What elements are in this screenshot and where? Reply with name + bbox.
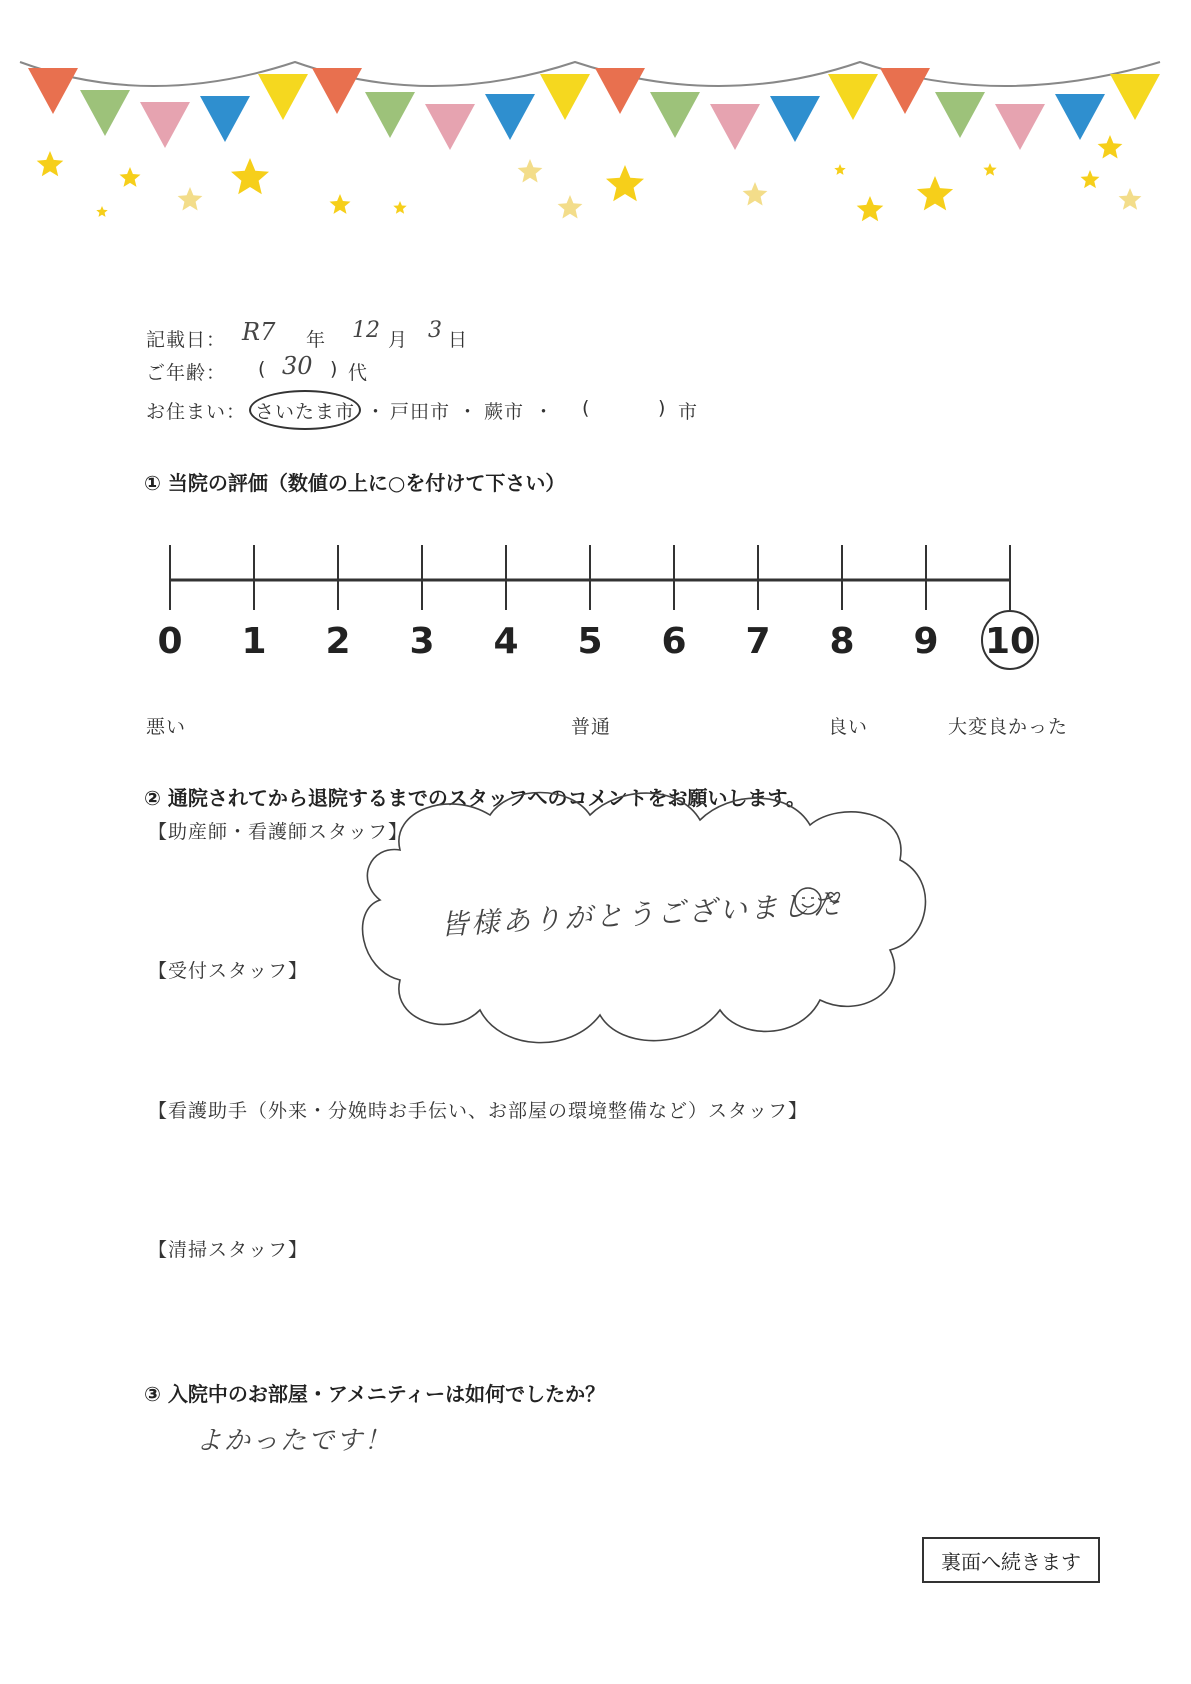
separator: ・ bbox=[458, 401, 479, 423]
month-unit: 月 bbox=[388, 329, 409, 351]
continue-label: 裏面へ続きます bbox=[941, 1549, 1081, 1574]
age-value: 30 bbox=[282, 352, 313, 380]
bunting-flag bbox=[140, 102, 190, 148]
scale-label-1: 1 bbox=[241, 621, 267, 662]
rating-scale bbox=[140, 500, 1060, 670]
selected-city-circle bbox=[249, 390, 361, 430]
handwritten-staff-comment: 皆様ありがとうございました bbox=[439, 887, 844, 942]
star-icon bbox=[1098, 135, 1123, 159]
q1-title: ① 当院の評価（数値の上に○を付けて下さい） bbox=[144, 471, 566, 495]
date-row bbox=[146, 325, 226, 352]
scale-label-5: 5 bbox=[577, 621, 603, 662]
separator: ・ bbox=[366, 401, 387, 423]
bunting-flag bbox=[312, 68, 362, 114]
year-unit: 年 bbox=[306, 329, 327, 351]
bunting-flag bbox=[200, 96, 250, 142]
anchor-very-good: 大変良かった bbox=[948, 716, 1069, 738]
bunting-flag bbox=[28, 68, 78, 114]
star-icon bbox=[96, 206, 107, 217]
age-close-paren: ) bbox=[330, 358, 339, 380]
anchor-average: 普通 bbox=[571, 716, 612, 738]
star-icon bbox=[518, 159, 543, 183]
scale-label-2: 2 bbox=[325, 621, 351, 662]
city-option-warabi: 蕨市 bbox=[484, 401, 525, 423]
handwritten-room-answer: よかったです！ bbox=[196, 1426, 393, 1456]
city-other-suffix: 市 bbox=[678, 401, 699, 423]
scale-label-0: 0 bbox=[157, 621, 183, 662]
bunting-flag bbox=[540, 74, 590, 120]
anchor-bad: 悪い bbox=[146, 716, 187, 738]
scale-label-4: 4 bbox=[493, 621, 519, 662]
month-value: 12 bbox=[352, 318, 380, 343]
star-icon bbox=[558, 195, 583, 219]
scale-label-8: 8 bbox=[829, 621, 855, 662]
star-icon bbox=[917, 176, 953, 210]
city-option-saitama: さいたま市 bbox=[255, 401, 356, 423]
continue-on-back-note bbox=[922, 1537, 1100, 1583]
anchor-good: 良い bbox=[828, 716, 869, 738]
bunting-flag bbox=[595, 68, 645, 114]
star-icon bbox=[983, 163, 996, 176]
bunting-flag bbox=[425, 104, 475, 150]
category-midwife-nurse: 【助産師・看護師スタッフ】 bbox=[148, 821, 409, 843]
bunting-flag bbox=[365, 92, 415, 138]
scale-label-6: 6 bbox=[661, 621, 687, 662]
address-label: お住まい： bbox=[146, 401, 247, 423]
bunting-flag bbox=[1055, 94, 1105, 140]
star-icon bbox=[1081, 170, 1100, 188]
city-other-open-paren: ( bbox=[582, 397, 591, 419]
star-icon bbox=[231, 158, 269, 194]
day-unit: 日 bbox=[448, 329, 469, 351]
category-reception: 【受付スタッフ】 bbox=[148, 960, 309, 982]
star-icon bbox=[1119, 188, 1142, 210]
bunting-flag bbox=[1110, 74, 1160, 120]
star-icon bbox=[834, 164, 845, 175]
age-label: ご年齢： bbox=[146, 362, 227, 384]
date-label: 記載日： bbox=[146, 329, 227, 351]
age-unit: 代 bbox=[348, 362, 369, 384]
category-nursing-assistant: 【看護助手（外来・分娩時お手伝い、お部屋の環境整備など）スタッフ】 bbox=[148, 1100, 809, 1122]
city-option-toda: 戸田市 bbox=[390, 401, 451, 423]
star-icon bbox=[330, 194, 351, 214]
bunting-flag bbox=[880, 68, 930, 114]
star-icon bbox=[606, 165, 644, 201]
star-icon bbox=[743, 182, 768, 206]
scale-label-3: 3 bbox=[409, 621, 435, 662]
bunting-flag bbox=[770, 96, 820, 142]
scale-label-10: 10 bbox=[984, 621, 1036, 662]
bunting-banner-illustration bbox=[0, 50, 1191, 240]
separator: ・ bbox=[534, 401, 555, 423]
day-value: 3 bbox=[428, 318, 442, 343]
q3-title: ③ 入院中のお部屋・アメニティーは如何でしたか？ bbox=[144, 1382, 606, 1406]
bunting-flag bbox=[828, 74, 878, 120]
category-cleaning: 【清掃スタッフ】 bbox=[148, 1239, 309, 1261]
bunting-flag bbox=[80, 90, 130, 136]
bunting-flag bbox=[710, 104, 760, 150]
q2-title: ② 通院されてから退院するまでのスタッフへのコメントをお願いします。 bbox=[144, 786, 806, 810]
star-icon bbox=[120, 167, 141, 187]
star-icon bbox=[857, 196, 884, 221]
bunting-flag bbox=[650, 92, 700, 138]
date-era-value: R7 bbox=[242, 318, 276, 346]
smiley-heart-doodle-icon bbox=[792, 885, 852, 925]
scale-label-9: 9 bbox=[913, 621, 939, 662]
bunting-flag bbox=[935, 92, 985, 138]
city-other-close-paren: ) bbox=[658, 397, 667, 419]
age-open-paren: ( bbox=[258, 358, 267, 380]
bunting-flag bbox=[485, 94, 535, 140]
star-icon bbox=[37, 151, 64, 176]
bunting-flag bbox=[995, 104, 1045, 150]
star-icon bbox=[178, 187, 203, 211]
star-icon bbox=[393, 201, 406, 214]
bunting-flag bbox=[258, 74, 308, 120]
scale-label-7: 7 bbox=[745, 621, 771, 662]
